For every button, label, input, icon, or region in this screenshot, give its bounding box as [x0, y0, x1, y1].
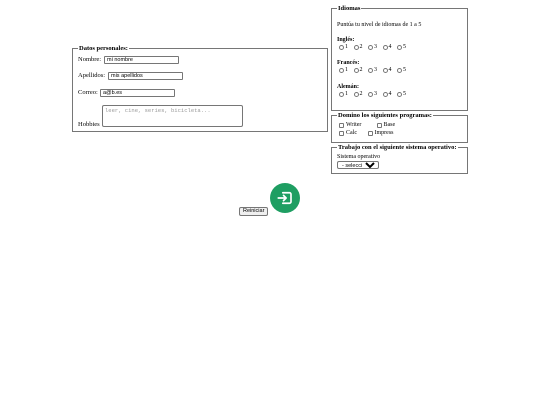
name-label: Nombre: — [78, 56, 102, 63]
radio-english-2[interactable] — [354, 45, 359, 50]
surname-label: Apellidos: — [78, 72, 106, 79]
radio-german-5[interactable] — [397, 92, 402, 97]
radio-french-5[interactable] — [397, 68, 402, 73]
surname-input[interactable] — [108, 72, 183, 80]
name-input[interactable] — [104, 56, 179, 64]
language-rating-german: 1 2 3 4 5 — [339, 91, 410, 99]
checkbox-calc[interactable] — [339, 131, 344, 136]
language-label-french: Francés: — [337, 60, 360, 66]
checkbox-base-label: Base — [383, 122, 396, 128]
system-label: Sistema operativo — [337, 154, 381, 160]
languages-legend: Idiomas — [338, 5, 361, 12]
personal-data-legend: Datos personales: — [79, 45, 128, 52]
checkbox-writer[interactable] — [339, 123, 344, 128]
os-select[interactable] — [337, 161, 379, 169]
hobbies-textarea[interactable] — [102, 105, 243, 127]
radio-english-4[interactable] — [383, 45, 388, 50]
radio-english-5[interactable] — [397, 45, 402, 50]
radio-english-3[interactable] — [368, 45, 373, 50]
language-label-english: Inglés: — [337, 37, 355, 43]
radio-french-1[interactable] — [339, 68, 344, 73]
checkbox-base[interactable] — [377, 123, 382, 128]
programs-row-1 — [339, 122, 399, 130]
programs-row-2 — [339, 130, 398, 138]
radio-german-1[interactable] — [339, 92, 344, 97]
checkbox-impress-label: Impress — [374, 130, 394, 136]
reset-button[interactable]: Reiniciar — [239, 207, 268, 216]
radio-french-3[interactable] — [368, 68, 373, 73]
email-label: Correo: — [78, 89, 98, 96]
radio-french-4[interactable] — [383, 68, 388, 73]
radio-german-3[interactable] — [368, 92, 373, 97]
language-label-german: Alemán: — [337, 84, 359, 90]
radio-german-4[interactable] — [383, 92, 388, 97]
system-legend: Trabajo con el siguiente sistema operativo: — [338, 144, 457, 151]
language-rating-english: 1 2 3 4 5 — [339, 44, 410, 52]
login-enter-icon — [276, 189, 294, 207]
languages-intro: Puntúa tu nivel de idiomas de 1 a 5 — [337, 22, 422, 28]
radio-german-2[interactable] — [354, 92, 359, 97]
radio-english-1[interactable] — [339, 45, 344, 50]
submit-button[interactable] — [270, 183, 300, 213]
programs-legend: Domino los siguientes programas: — [338, 112, 432, 119]
checkbox-writer-label: Writer — [346, 122, 362, 128]
email-input[interactable] — [100, 89, 175, 97]
radio-french-2[interactable] — [354, 68, 359, 73]
checkbox-calc-label: Calc — [346, 130, 357, 136]
hobbies-label: Hobbies — [78, 121, 100, 128]
language-rating-french: 1 2 3 4 5 — [339, 67, 410, 75]
checkbox-impress[interactable] — [368, 131, 373, 136]
